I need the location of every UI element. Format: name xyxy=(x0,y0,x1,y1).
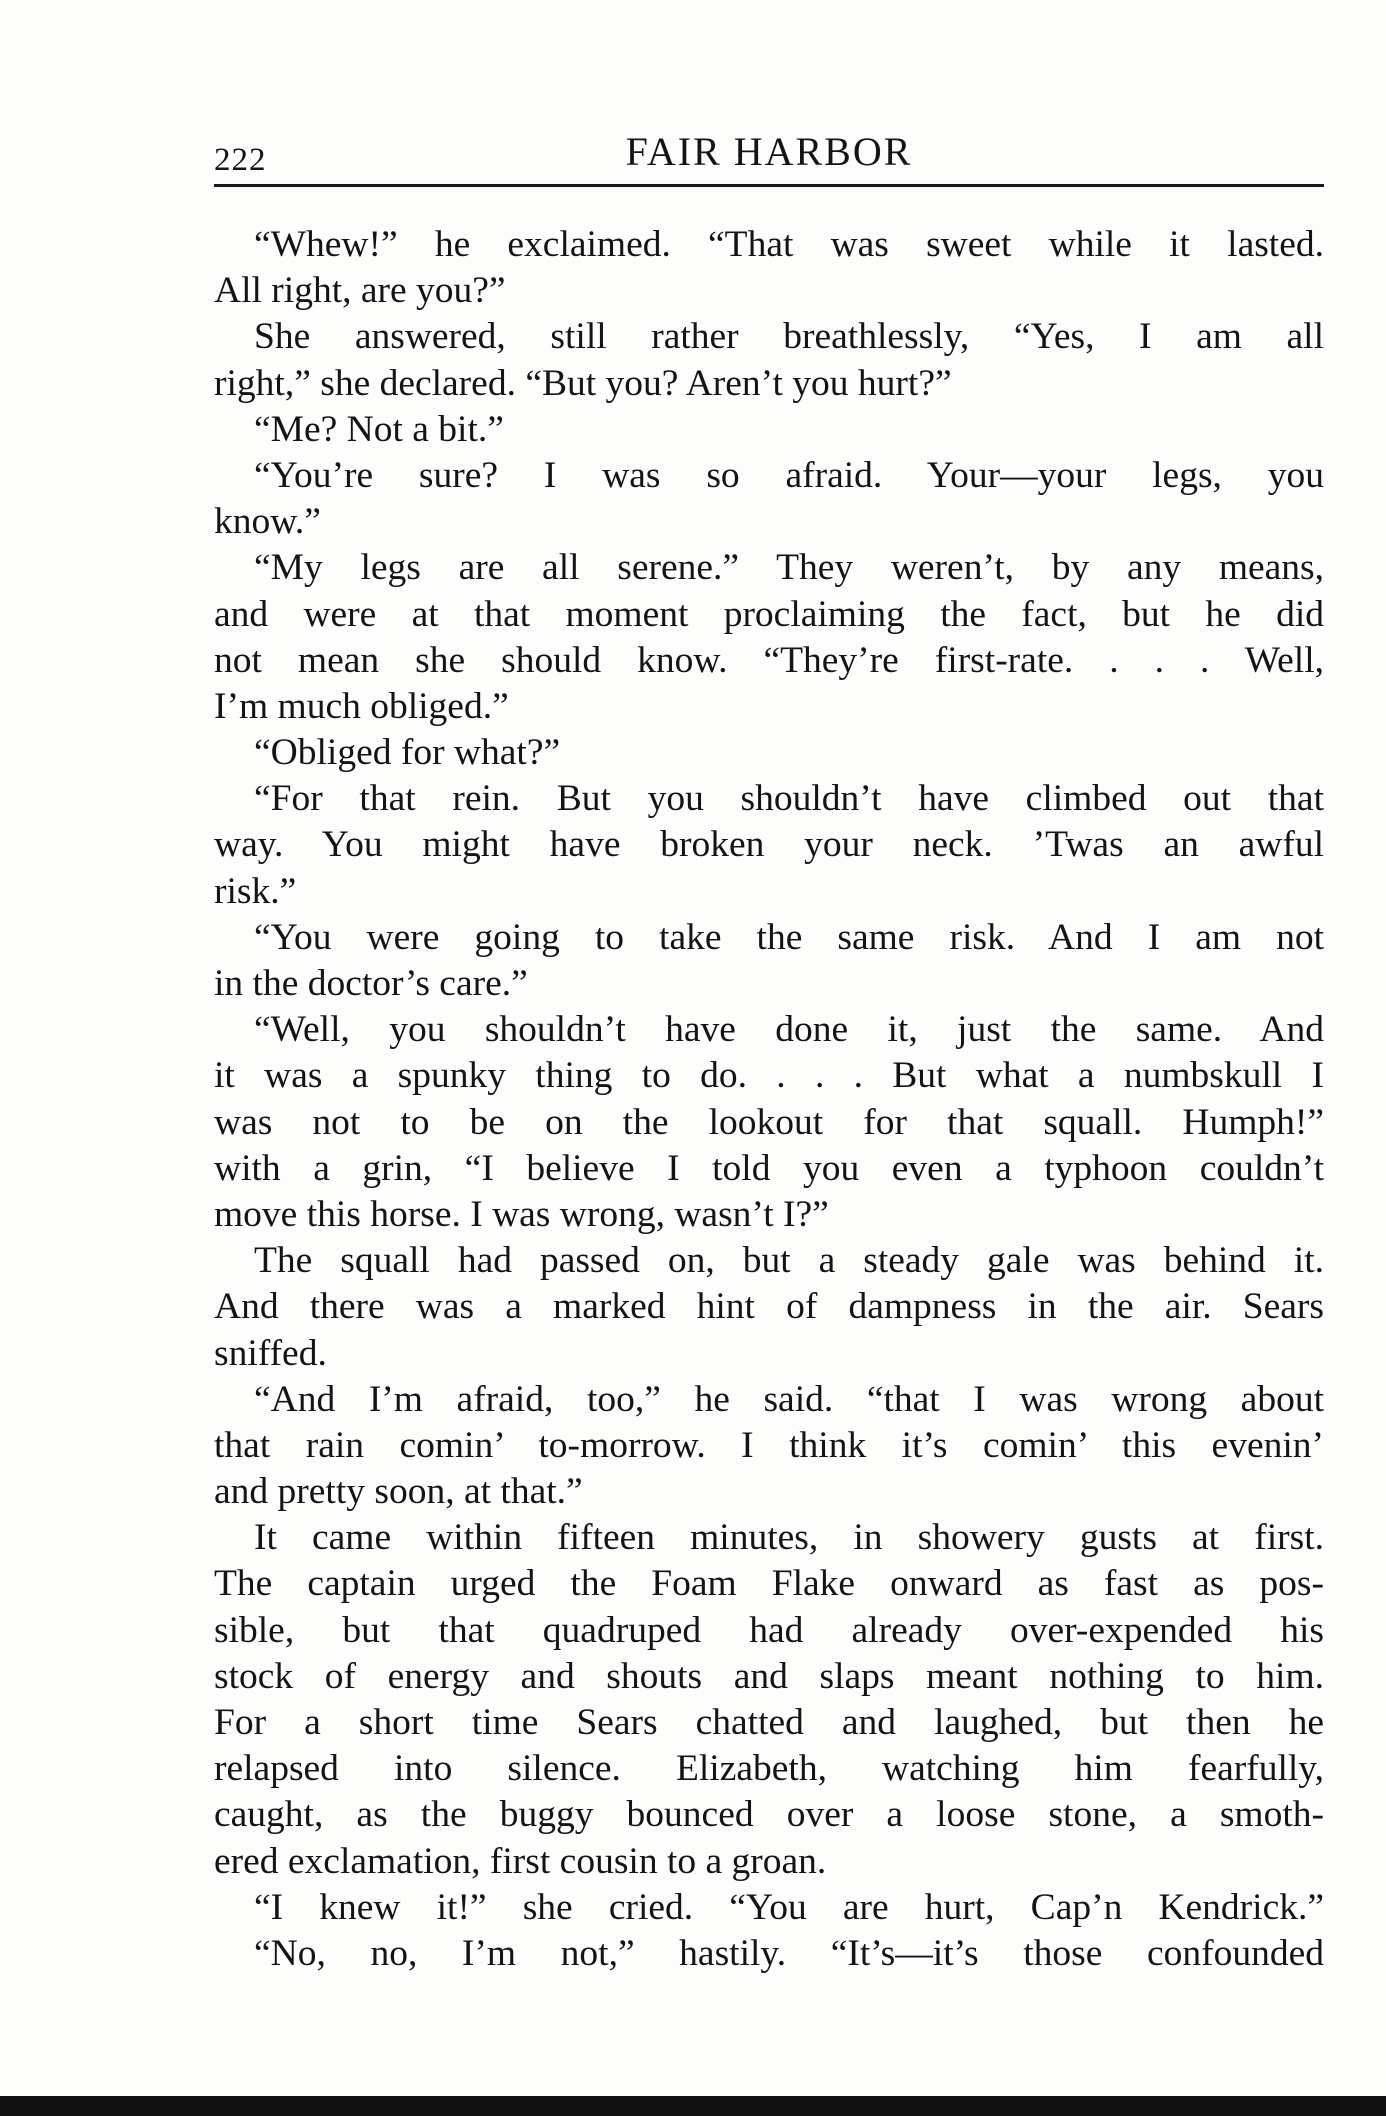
text-line: and pretty soon, at that.” xyxy=(214,1471,583,1513)
text-line: caught, as the buggy bounced over a loose stone, a smoth- xyxy=(214,1794,1324,1836)
text-line: “And I’m afraid, too,” he said. “that I was wrong about xyxy=(254,1378,1324,1420)
text-line: in the doctor’s care.” xyxy=(214,963,528,1004)
text-line: and were at that moment proclaiming the fact, but he did xyxy=(214,593,1324,635)
text-line: relapsed into silence. Elizabeth, watching him fearfully, xyxy=(214,1748,1324,1790)
text-line: stock of energy and shouts and slaps meant nothing to him. xyxy=(214,1655,1324,1697)
text-line: that rain comin’ to-morrow. I think it’s comin’ this evenin’ xyxy=(214,1424,1324,1466)
text-line: risk.” xyxy=(214,870,297,912)
text-line: “My legs are all serene.” They weren’t, by any means, xyxy=(254,547,1324,589)
text-line: move this horse. I was wrong, wasn’t I?” xyxy=(214,1193,829,1235)
text-line: All right, are you?” xyxy=(214,270,506,312)
text-line: “Well, you shouldn’t have done it, just the same. And xyxy=(254,1009,1324,1051)
text-line: was not to be on the lookout for that squall. Humph!” xyxy=(214,1101,1324,1143)
text-line: “Whew!” he exclaimed. “That was sweet while it lasted. xyxy=(254,224,1324,265)
text-line: with a grin, “I believe I told you even a typhoon couldn’t xyxy=(214,1147,1324,1189)
text-line: I’m much obliged.” xyxy=(214,685,509,727)
text-line: right,” she declared. “But you? Aren’t you hurt?” xyxy=(214,362,952,404)
text-line: ered exclamation, first cousin to a groan. xyxy=(214,1840,827,1882)
text-line: “Me? Not a bit.” xyxy=(254,408,504,450)
text-line: “I knew it!” she cried. “You are hurt, Cap’n Kendrick.” xyxy=(254,1886,1324,1928)
text-line: It came within fifteen minutes, in showery gusts at first. xyxy=(254,1517,1324,1559)
text-line: it was a spunky thing to do. . . . But what a numbskull I xyxy=(214,1055,1324,1097)
text-line: And there was a marked hint of dampness in the air. Sears xyxy=(214,1286,1324,1328)
text-line: For a short time Sears chatted and laughed, but then he xyxy=(214,1702,1324,1743)
scan-edge-bar xyxy=(0,2096,1386,2116)
text-line: way. You might have broken your neck. ’Twas an awful xyxy=(214,824,1324,866)
running-title: FAIR HARBOR xyxy=(625,129,913,174)
text-line: not mean she should know. “They’re first-rate. . . . Well, xyxy=(214,639,1324,681)
text-line: “For that rein. But you shouldn’t have climbed out that xyxy=(254,778,1324,820)
text-line: The captain urged the Foam Flake onward as fast as pos- xyxy=(214,1563,1324,1605)
page-header xyxy=(214,124,1324,187)
text-line: “You were going to take the same risk. And I am not xyxy=(254,916,1324,958)
text-line: “You’re sure? I was so afraid. Your—your legs, you xyxy=(254,454,1324,496)
text-line: “No, no, I’m not,” hastily. “It’s—it’s those confounded xyxy=(254,1932,1324,1974)
text-line: “Obliged for what?” xyxy=(254,732,561,774)
page-number: 222 xyxy=(214,142,267,178)
text-line: She answered, still rather breathlessly, “Yes, I am all xyxy=(254,316,1324,358)
text-line: sible, but that quadruped had already over-expended his xyxy=(214,1609,1324,1651)
text-line: know.” xyxy=(214,501,321,543)
body-text xyxy=(214,222,1324,1977)
text-line: The squall had passed on, but a steady gale was behind it. xyxy=(254,1240,1324,1282)
text-line: sniffed. xyxy=(214,1332,327,1374)
